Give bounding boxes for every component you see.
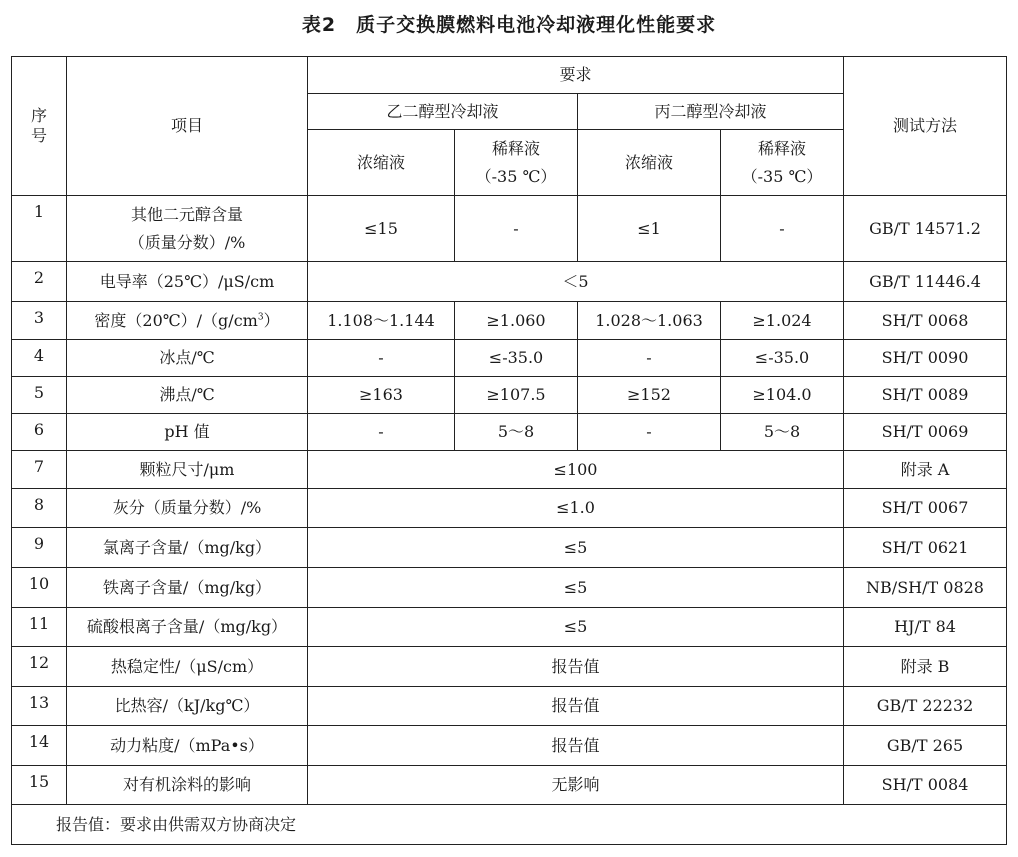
- table-title: [0, 10, 1018, 37]
- row-number: 1: [12, 196, 67, 262]
- row-item: pH 值: [67, 414, 308, 451]
- row-method: 附录 A: [844, 451, 1007, 489]
- table-row: [12, 414, 1007, 451]
- coolant-spec-table: [11, 56, 1007, 845]
- cell-pg-concentrate: -: [578, 414, 721, 451]
- row-number: 9: [12, 528, 67, 568]
- row-number: 2: [12, 262, 67, 302]
- row-method: SH/T 0069: [844, 414, 1007, 451]
- row-number: 14: [12, 726, 67, 766]
- row-item: 动力粘度/（mPa•s）: [67, 726, 308, 766]
- row-item: 灰分（质量分数）/%: [67, 489, 308, 528]
- row-method: SH/T 0621: [844, 528, 1007, 568]
- row-value: ≤1.0: [308, 489, 844, 528]
- table-row: [12, 489, 1007, 528]
- row-item: 比热容/（kJ/kg℃）: [67, 687, 308, 726]
- cell-eg-diluted: -: [455, 196, 578, 262]
- header-propylene: 丙二醇型冷却液: [578, 94, 844, 130]
- row-method: SH/T 0067: [844, 489, 1007, 528]
- row-value: 报告值: [308, 687, 844, 726]
- table-row: [12, 262, 1007, 302]
- table-row: [12, 608, 1007, 647]
- row-method: GB/T 11446.4: [844, 262, 1007, 302]
- cell-pg-diluted: ≥104.0: [721, 377, 844, 414]
- cell-pg-diluted: -: [721, 196, 844, 262]
- table-note: 报告值：要求由供需双方协商决定: [12, 805, 1007, 845]
- row-item: 电导率（25℃）/μS/cm: [67, 262, 308, 302]
- row-item: 热稳定性/（μS/cm）: [67, 647, 308, 687]
- table-row: [12, 196, 1007, 262]
- header-row-1: [12, 57, 1007, 94]
- row-method: SH/T 0084: [844, 766, 1007, 805]
- table-row: [12, 451, 1007, 489]
- cell-pg-concentrate: 1.028～1.063: [578, 302, 721, 340]
- cell-eg-diluted: ≥1.060: [455, 302, 578, 340]
- row-value: 报告值: [308, 726, 844, 766]
- row-number: 8: [12, 489, 67, 528]
- row-value: ≤5: [308, 608, 844, 647]
- row-number: 4: [12, 340, 67, 377]
- cell-eg-concentrate: ≥163: [308, 377, 455, 414]
- row-number: 15: [12, 766, 67, 805]
- row-item: 冰点/℃: [67, 340, 308, 377]
- table-row: [12, 766, 1007, 805]
- table-row: [12, 528, 1007, 568]
- row-value: 无影响: [308, 766, 844, 805]
- table-caption: 质子交换膜燃料电池冷却液理化性能要求: [356, 14, 717, 36]
- cell-eg-concentrate: 1.108～1.144: [308, 302, 455, 340]
- header-ethylene: 乙二醇型冷却液: [308, 94, 578, 130]
- row-method: GB/T 265: [844, 726, 1007, 766]
- table-row: [12, 726, 1007, 766]
- row-method: SH/T 0090: [844, 340, 1007, 377]
- table-row: [12, 647, 1007, 687]
- row-value: ＜5: [308, 262, 844, 302]
- table-row: [12, 302, 1007, 340]
- row-number: 10: [12, 568, 67, 608]
- row-item: 密度$(20℃)/(g/cm^3)$: [67, 302, 308, 340]
- header-pg-concentrate: 浓缩液: [578, 130, 721, 196]
- header-item: 项目: [67, 57, 308, 196]
- row-value: ≤5: [308, 528, 844, 568]
- header-pg-diluted: 稀释液 （-35 ℃）: [721, 130, 844, 196]
- row-value: ≤5: [308, 568, 844, 608]
- table-row: [12, 568, 1007, 608]
- cell-pg-diluted: ≥1.024: [721, 302, 844, 340]
- row-item: 颗粒尺寸/μm: [67, 451, 308, 489]
- row-number: 3: [12, 302, 67, 340]
- cell-pg-concentrate: -: [578, 340, 721, 377]
- row-number: 13: [12, 687, 67, 726]
- cell-pg-diluted: ≤-35.0: [721, 340, 844, 377]
- row-method: HJ/T 84: [844, 608, 1007, 647]
- row-item: 硫酸根离子含量/（mg/kg）: [67, 608, 308, 647]
- row-method: SH/T 0089: [844, 377, 1007, 414]
- row-method: GB/T 14571.2: [844, 196, 1007, 262]
- row-number: 7: [12, 451, 67, 489]
- row-method: GB/T 22232: [844, 687, 1007, 726]
- row-method: NB/SH/T 0828: [844, 568, 1007, 608]
- table-row: [12, 377, 1007, 414]
- row-item: 对有机涂料的影响: [67, 766, 308, 805]
- row-item: 沸点/℃: [67, 377, 308, 414]
- cell-eg-concentrate: -: [308, 340, 455, 377]
- row-value: ≤100: [308, 451, 844, 489]
- cell-pg-concentrate: ≥152: [578, 377, 721, 414]
- table-row: [12, 340, 1007, 377]
- header-requirements: 要求: [308, 57, 844, 94]
- table-number: 表2: [301, 14, 337, 36]
- header-eg-diluted: 稀释液 （-35 ℃）: [455, 130, 578, 196]
- cell-eg-concentrate: ≤15: [308, 196, 455, 262]
- row-value: 报告值: [308, 647, 844, 687]
- cell-eg-concentrate: -: [308, 414, 455, 451]
- row-item: 氯离子含量/（mg/kg）: [67, 528, 308, 568]
- row-method: SH/T 0068: [844, 302, 1007, 340]
- cell-pg-concentrate: ≤1: [578, 196, 721, 262]
- note-row: [12, 805, 1007, 845]
- row-item: 铁离子含量/（mg/kg）: [67, 568, 308, 608]
- cell-eg-diluted: ≥107.5: [455, 377, 578, 414]
- cell-pg-diluted: 5～8: [721, 414, 844, 451]
- row-number: 12: [12, 647, 67, 687]
- cell-eg-diluted: ≤-35.0: [455, 340, 578, 377]
- row-method: 附录 B: [844, 647, 1007, 687]
- header-method: 测试方法: [844, 57, 1007, 196]
- row-number: 5: [12, 377, 67, 414]
- cell-eg-diluted: 5～8: [455, 414, 578, 451]
- row-number: 6: [12, 414, 67, 451]
- row-item: 其他二元醇含量 （质量分数）/%: [67, 196, 308, 262]
- header-seq: 序 号: [12, 57, 67, 196]
- row-number: 11: [12, 608, 67, 647]
- header-eg-concentrate: 浓缩液: [308, 130, 455, 196]
- table-row: [12, 687, 1007, 726]
